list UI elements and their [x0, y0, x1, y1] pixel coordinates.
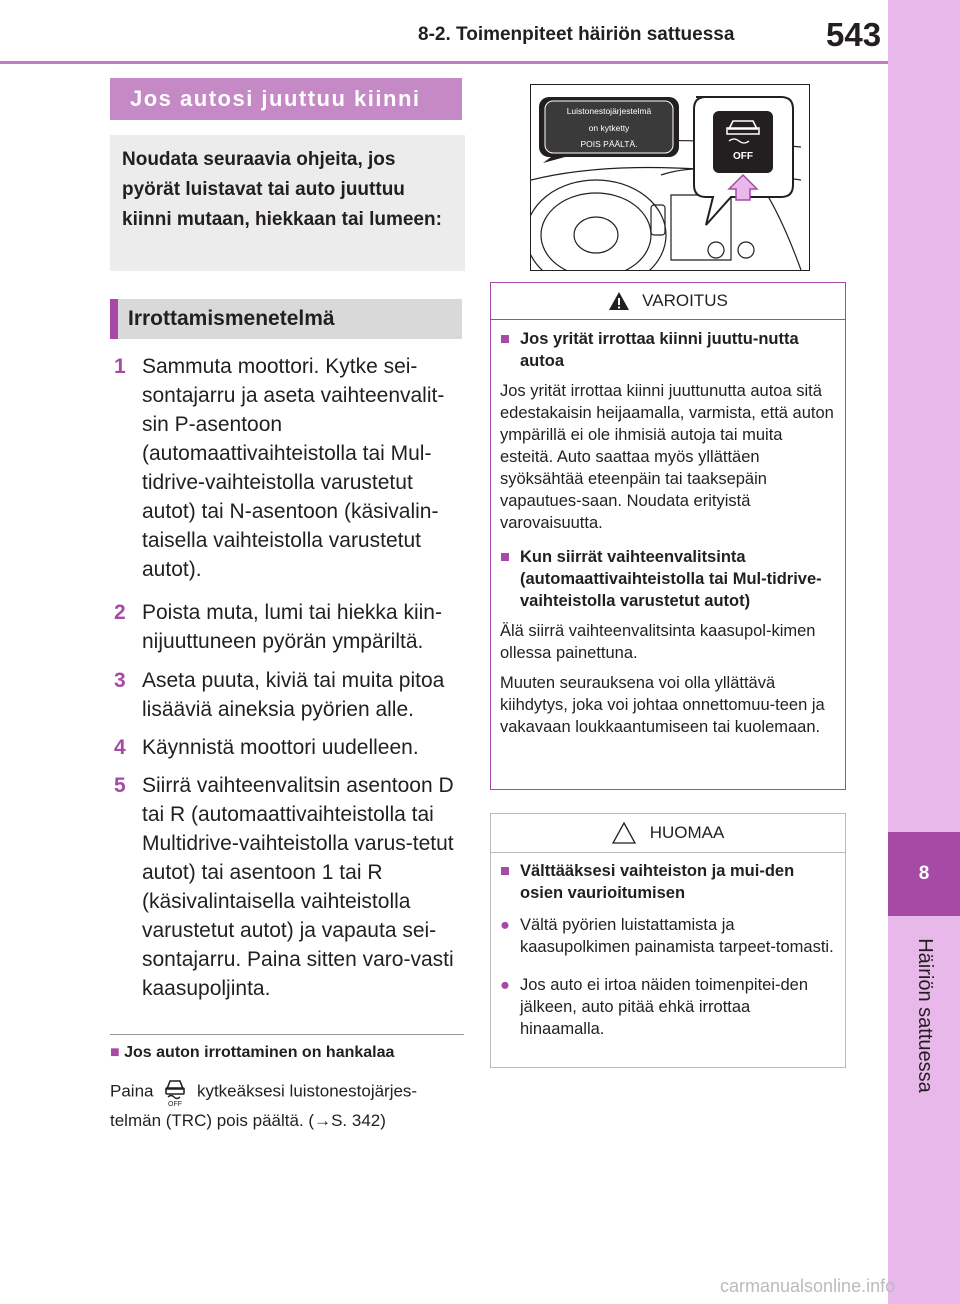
page-number: 543 — [826, 16, 882, 53]
intro-box: Noudata seuraavia ohjeita, jos pyörät luistavat tai auto juuttuu kiinni mutaan, hiekkaan tai lumeen: — [110, 135, 465, 271]
step-2 — [114, 598, 464, 656]
subheading: Irrottamismenetelmä — [110, 299, 462, 339]
warning-item-1 — [500, 328, 838, 534]
step-number: 3 — [114, 669, 126, 692]
watermark: carmanualsonline.info — [720, 1276, 896, 1296]
round-bullet-icon: ● — [500, 976, 510, 994]
notice-bullet: Vältä pyörien luistattamista ja kaasupolkimen painamista tarpeet-tomasti. — [520, 916, 834, 956]
step-1 — [114, 352, 464, 584]
callout-line-1: Luistonestojärjestelmä — [566, 106, 652, 116]
step-text: Siirrä vaihteenvalitsin asentoon D tai R (automaattivaihteistolla tai Multidrive-vaihteistolla varus-tetut autot) tai asentoon 1 tai R (käsivalintaisella vaihteistolla varustetut autot) ja vapauta sei-sontajarru. Paina sitten varo-vasti kaasupoljinta. — [142, 774, 454, 1000]
page-reference[interactable]: S. 342) — [331, 1111, 386, 1130]
step-3 — [114, 666, 464, 724]
step-number: 1 — [114, 355, 126, 378]
page-title: Jos autosi juuttuu kiinni — [110, 78, 462, 120]
warning-heading-text: VAROITUS — [642, 290, 728, 310]
svg-text:OFF: OFF — [168, 1101, 183, 1107]
chapter-label — [888, 925, 960, 1105]
step-text: Poista muta, lumi tai hiekka kiin-nijuuttuneen pyörän ympäriltä. — [142, 601, 442, 653]
notice-content — [500, 860, 838, 1040]
callout-line-3: POIS PÄÄLTÄ. — [580, 139, 638, 149]
warning-triangle-icon — [608, 291, 630, 311]
warning-item-text: Muuten seurauksena voi olla yllättävä kiihdytys, joka voi johtaa onnettomuu-teen ja vakavaan loukkaantumiseen tai kuolemaan. — [500, 674, 825, 736]
warning-item-text: Älä siirrä vaihteenvalitsinta kaasupol-kimen ollessa painettuna. — [500, 622, 816, 662]
notice-bullet: Jos auto ei irtoa näiden toimenpitei-den jälkeen, auto pitää ehkä irrottaa hinaamalla. — [520, 976, 809, 1038]
step-number: 4 — [114, 736, 126, 759]
caution-triangle-icon — [612, 822, 636, 844]
step-number: 2 — [114, 601, 126, 624]
note-text-before: Paina — [110, 1081, 154, 1101]
note-body — [110, 1077, 466, 1135]
chapter-label-text: Häiriön sattuessa — [913, 937, 936, 1093]
notice-heading-text: HUOMAA — [649, 822, 725, 842]
warning-heading — [490, 282, 846, 320]
square-bullet-icon: ■ — [110, 1044, 120, 1061]
square-bullet-icon: ■ — [500, 330, 510, 348]
step-text: Käynnistä moottori uudelleen. — [142, 736, 419, 759]
note-divider — [110, 1034, 464, 1035]
arrow-icon: → — [314, 1111, 332, 1130]
note-heading — [110, 1044, 394, 1062]
notice-heading — [490, 813, 846, 853]
step-4 — [114, 733, 464, 762]
section-title: 8-2. Toimenpiteet häiriön sattuessa — [418, 24, 735, 45]
notice-title: Välttääksesi vaihteiston ja mui-den osien vaurioitumisen — [520, 862, 795, 902]
warning-item-2 — [500, 546, 838, 738]
round-bullet-icon: ● — [500, 916, 510, 934]
step-text: Sammuta moottori. Kytke sei-sontajarru ja aseta vaihteenvalit-sin P-asentoon (automaattivaihteistolla tai Mul-tidrive-vaihteistolla varustetut autot) tai N-asentoon (käsivalin-taisella vaihteistolla varustetut autot). — [142, 355, 445, 581]
step-number: 5 — [114, 774, 126, 797]
warning-item-title: Kun siirrät vaihteenvalitsinta (automaattivaihteistolla tai Mul-tidrive-vaihteistolla varustetut autot) — [520, 548, 822, 610]
square-bullet-icon: ■ — [500, 548, 510, 566]
dashboard-illustration — [530, 84, 810, 271]
warning-item-text: Jos yrität irrottaa kiinni juuttunutta autoa sitä edestakaisin heijaamalla, varmista, että auton ympärillä ei ole ihmisiä autoja tai muita esteitä. Auto saattaa myös yllättäen syöksähtää eteenpäin tai taaksepäin vapautues-saan. Noudata erityistä varovaisuutta. — [500, 382, 834, 532]
step-5 — [114, 771, 464, 1003]
trc-off-icon — [162, 1077, 188, 1107]
square-bullet-icon: ■ — [500, 862, 510, 880]
step-text: Aseta puuta, kiviä tai muita pitoa lisääviä aineksia pyörien alle. — [142, 669, 445, 721]
note-heading-text: Jos auton irrottaminen on hankalaa — [124, 1044, 395, 1061]
off-button-label: OFF — [733, 151, 753, 162]
warning-item-title: Jos yrität irrottaa kiinni juuttu-nutta autoa — [520, 330, 799, 370]
chapter-number: 8 — [888, 832, 960, 916]
header-rule — [0, 61, 888, 64]
side-tab — [888, 0, 960, 1304]
note-text-after: kytkeäksesi luistonestojärjes-telmän (TRC) pois päältä. ( — [110, 1081, 418, 1130]
callout-line-2: on kytketty — [588, 123, 630, 133]
dashboard-drawing — [531, 85, 810, 271]
